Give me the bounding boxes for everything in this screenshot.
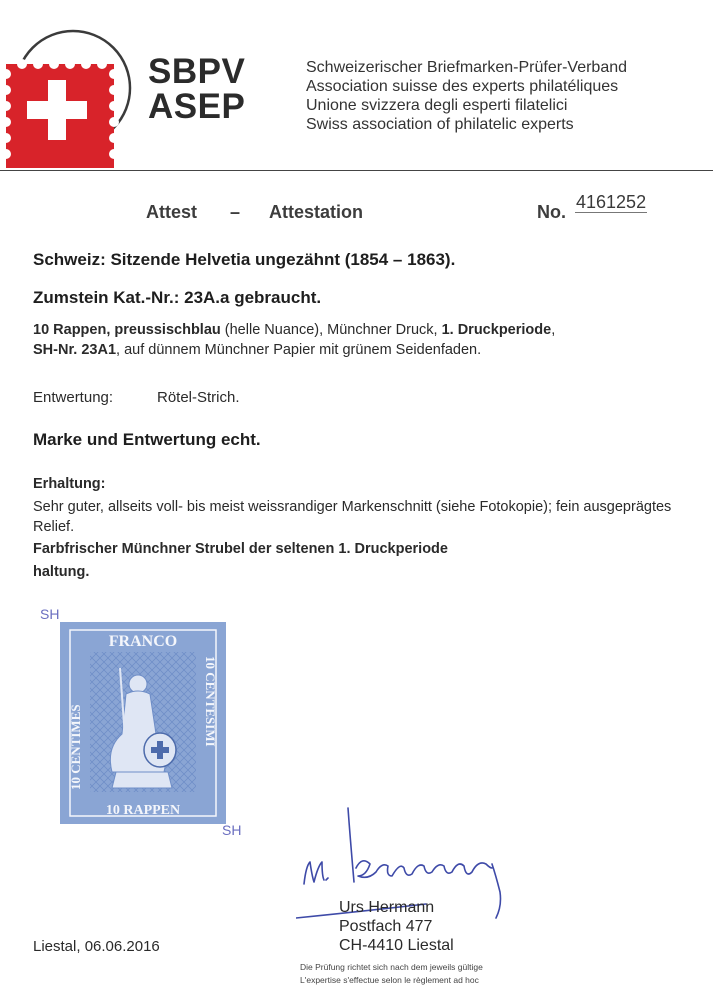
association-name-de: Schweizerischer Briefmarken-Prüfer-Verband xyxy=(306,59,628,76)
attest-title-fr: Attestation xyxy=(269,202,363,222)
stamp-bottom-text: 10 RAPPEN xyxy=(105,803,181,818)
stamp-left-text: 10 CENTIMES xyxy=(68,704,83,790)
paper-description: , auf dünnem Münchner Papier mit grünem Seidenfaden. xyxy=(116,342,482,358)
remark-line-1: Farbfrischer Münchner Strubel der seltenen 1. Druckperiode xyxy=(33,541,448,557)
expert-city: CH-4410 Liestal xyxy=(339,937,454,954)
cancellation-value: Rötel-Strich. xyxy=(157,389,240,406)
brand-name-sbpv: SBPV xyxy=(148,52,246,91)
shade-print: (helle Nuance), Münchner Druck, xyxy=(220,322,442,338)
denomination-color: 10 Rappen, preussischblau xyxy=(33,322,221,338)
stamp-description-line-2 xyxy=(33,343,481,358)
attest-number: 4161252 xyxy=(576,192,647,212)
sbpv-logo xyxy=(0,18,150,168)
pencil-mark-top: SH xyxy=(40,606,60,622)
condition-text: Sehr guter, allseits voll- bis meist weissrandiger Markenschnitt (siehe Fotokopie); fein ausgeprägtes Relief. xyxy=(33,499,672,535)
attest-title-dash: – xyxy=(230,202,241,222)
issue-title: Schweiz: Sitzende Helvetia ungezähnt (1854 – 1863). xyxy=(33,250,456,269)
stamp-image xyxy=(60,622,226,824)
expert-name: Urs Hermann xyxy=(339,899,435,916)
fine-print-fr: L'expertise s'effectue selon le règlement ad hoc xyxy=(300,975,479,985)
association-name-en: Swiss association of philatelic experts xyxy=(306,116,574,133)
attest-number-label: No. xyxy=(537,202,566,222)
header-divider xyxy=(0,170,713,171)
sh-number: SH-Nr. 23A1 xyxy=(33,342,117,358)
expert-po-box: Postfach 477 xyxy=(339,918,433,935)
punctuation: , xyxy=(551,322,556,338)
stamp-description-line-1 xyxy=(33,323,555,338)
association-name-it: Unione svizzera degli esperti filatelici xyxy=(306,97,568,114)
stamp-top-text: FRANCO xyxy=(108,633,178,650)
catalog-number: Zumstein Kat.-Nr.: 23A.a gebraucht. xyxy=(33,288,322,307)
condition-label: Erhaltung: xyxy=(33,476,106,492)
pencil-mark-bottom: SH xyxy=(222,822,242,838)
association-name-fr: Association suisse des experts philatéliques xyxy=(306,78,619,95)
stamp-right-text: 10 CENTESIMI xyxy=(203,656,218,747)
brand-name-asep: ASEP xyxy=(148,87,246,126)
cancellation-label: Entwertung: xyxy=(33,389,114,406)
fine-print-de: Die Prüfung richtet sich nach dem jeweils gültige xyxy=(300,962,483,972)
genuineness-statement: Marke und Entwertung echt. xyxy=(33,430,261,449)
print-period: 1. Druckperiode xyxy=(441,322,552,338)
attest-title-de: Attest xyxy=(146,202,198,222)
place-and-date: Liestal, 06.06.2016 xyxy=(33,938,160,955)
remark-line-2: haltung. xyxy=(33,564,90,580)
